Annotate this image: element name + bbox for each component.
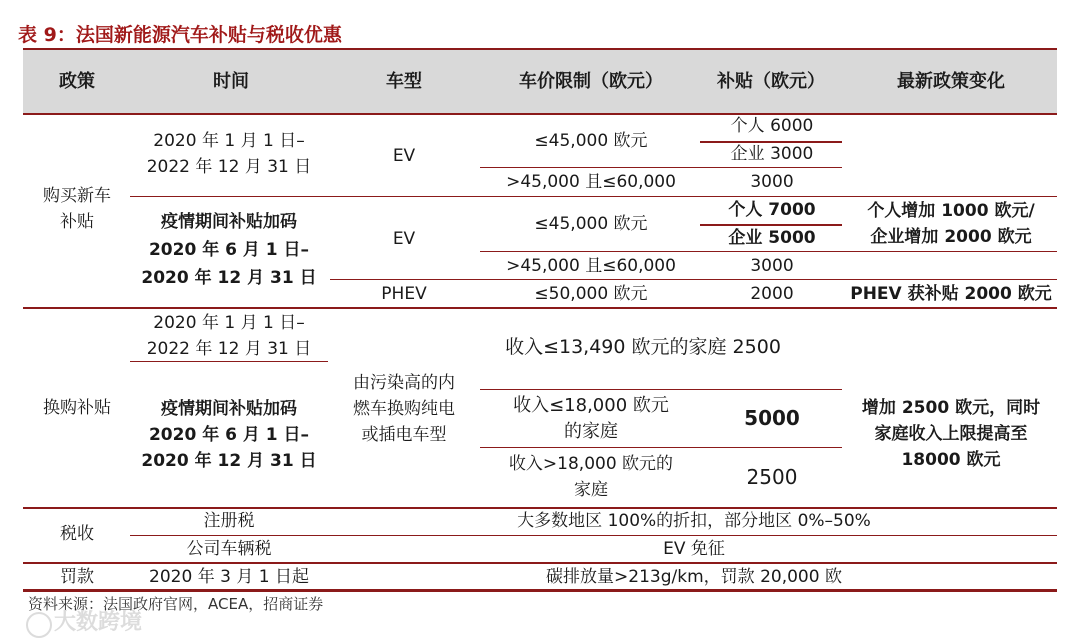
rule [330, 279, 1057, 280]
purchase-sub-personal-7000: 个人 7000 [728, 200, 816, 220]
rule [23, 507, 1057, 509]
rule [480, 251, 1057, 252]
purchase-ev2: EV [392, 229, 416, 249]
rule [480, 447, 842, 448]
scrappage-income1: 收入≤13,490 欧元的家庭 2500 [505, 336, 781, 358]
purchase-period1-line1: 2020 年 1 月 1 日– [153, 131, 305, 151]
scrappage-change-line3: 18000 欧元 [901, 450, 1001, 470]
rule [130, 535, 1057, 536]
purchase-sub-personal-6000: 个人 6000 [730, 116, 814, 136]
table-title: 表 9：法国新能源汽车补贴与税收优惠 [18, 24, 342, 46]
scrappage-change-line1: 增加 2500 欧元，同时 [861, 398, 1041, 418]
tax-registration: 注册税 [203, 511, 255, 531]
header-price-limit: 车价限制（欧元） [519, 71, 663, 92]
rule [480, 167, 842, 168]
purchase-price-le50k: ≤50,000 欧元 [534, 284, 648, 304]
header-latest-change: 最新政策变化 [897, 71, 1005, 92]
purchase-period2-line2: 2020 年 12 月 31 日 [141, 268, 317, 288]
purchase-price-le45k-b: ≤45,000 欧元 [534, 214, 648, 234]
tax-company-car: 公司车辆税 [186, 539, 272, 559]
scrappage-vehicle-line3: 或插电车型 [361, 425, 447, 445]
scrappage-period1-line1: 2020 年 1 月 1 日– [153, 313, 305, 333]
header-vehicle: 车型 [386, 71, 422, 92]
header-rule [23, 113, 1057, 115]
rule [130, 196, 1057, 197]
tax-registration-desc: 大多数地区 100%的折扣，部分地区 0%–50% [517, 511, 871, 531]
purchase-change-phev: PHEV 获补贴 2000 欧元 [850, 284, 1052, 304]
policy-purchase-line2: 补贴 [60, 212, 94, 232]
purchase-sub-company-5000: 企业 5000 [728, 228, 816, 248]
rule [700, 141, 842, 143]
scrappage-sub-2500: 2500 [746, 465, 798, 489]
scrappage-vehicle-line1: 由污染高的内 [353, 373, 455, 393]
policy-tax: 税收 [60, 524, 94, 544]
watermark: 大数跨境 [54, 610, 143, 635]
rule [130, 361, 328, 362]
purchase-sub-company-3000: 企业 3000 [730, 144, 814, 164]
rule [23, 307, 1057, 309]
fine-date: 2020 年 3 月 1 日起 [149, 567, 309, 587]
policy-scrappage: 换购补贴 [43, 398, 111, 418]
scrappage-income3-line1: 收入>18,000 欧元的 [508, 454, 674, 474]
purchase-covid-label: 疫情期间补贴加码 [161, 212, 297, 232]
scrappage-period2-line2: 2020 年 12 月 31 日 [141, 451, 317, 471]
scrappage-period1-line2: 2022 年 12 月 31 日 [146, 339, 312, 359]
purchase-sub-3000-b: 3000 [750, 256, 794, 276]
fine-desc: 碳排放量>213g/km，罚款 20,000 欧 [546, 567, 842, 587]
policy-fine: 罚款 [60, 567, 94, 587]
purchase-phev: PHEV [381, 284, 427, 304]
purchase-price-45-60k-b: >45,000 且≤60,000 [506, 256, 676, 276]
scrappage-sub-5000: 5000 [744, 406, 800, 430]
purchase-sub-3000-a: 3000 [750, 172, 794, 192]
tax-company-car-desc: EV 免征 [663, 539, 725, 559]
purchase-change-ev-line1: 个人增加 1000 欧元/ [867, 201, 1035, 221]
scrappage-period2-line1: 2020 年 6 月 1 日– [148, 425, 310, 445]
header-period: 时间 [213, 71, 249, 92]
header-subsidy: 补贴（欧元） [717, 71, 825, 92]
scrappage-income3-line2: 家庭 [574, 480, 608, 500]
scrappage-income2-line2: 的家庭 [564, 421, 618, 442]
purchase-price-le45k: ≤45,000 欧元 [534, 131, 648, 151]
purchase-price-45-60k: >45,000 且≤60,000 [506, 172, 676, 192]
purchase-period1-line2: 2022 年 12 月 31 日 [146, 157, 312, 177]
scrappage-change-line2: 家庭收入上限提高至 [874, 424, 1028, 444]
scrappage-vehicle-line2: 燃车换购纯电 [353, 399, 455, 419]
policy-purchase-line1: 购买新车 [43, 186, 111, 206]
purchase-period2-line1: 2020 年 6 月 1 日– [148, 240, 310, 260]
source-note: 资料来源：法国政府官网，ACEA，招商证券 [28, 595, 324, 613]
rule [480, 389, 842, 390]
bottom-rule [23, 589, 1057, 592]
purchase-sub-2000: 2000 [750, 284, 794, 304]
header-policy: 政策 [59, 71, 95, 92]
watermark-logo-icon [26, 612, 52, 638]
purchase-ev1: EV [392, 146, 416, 166]
rule [23, 562, 1057, 564]
rule [700, 224, 842, 226]
scrappage-covid-label: 疫情期间补贴加码 [161, 399, 297, 419]
purchase-change-ev-line2: 企业增加 2000 欧元 [870, 227, 1032, 247]
scrappage-income2-line1: 收入≤18,000 欧元 [513, 395, 669, 416]
